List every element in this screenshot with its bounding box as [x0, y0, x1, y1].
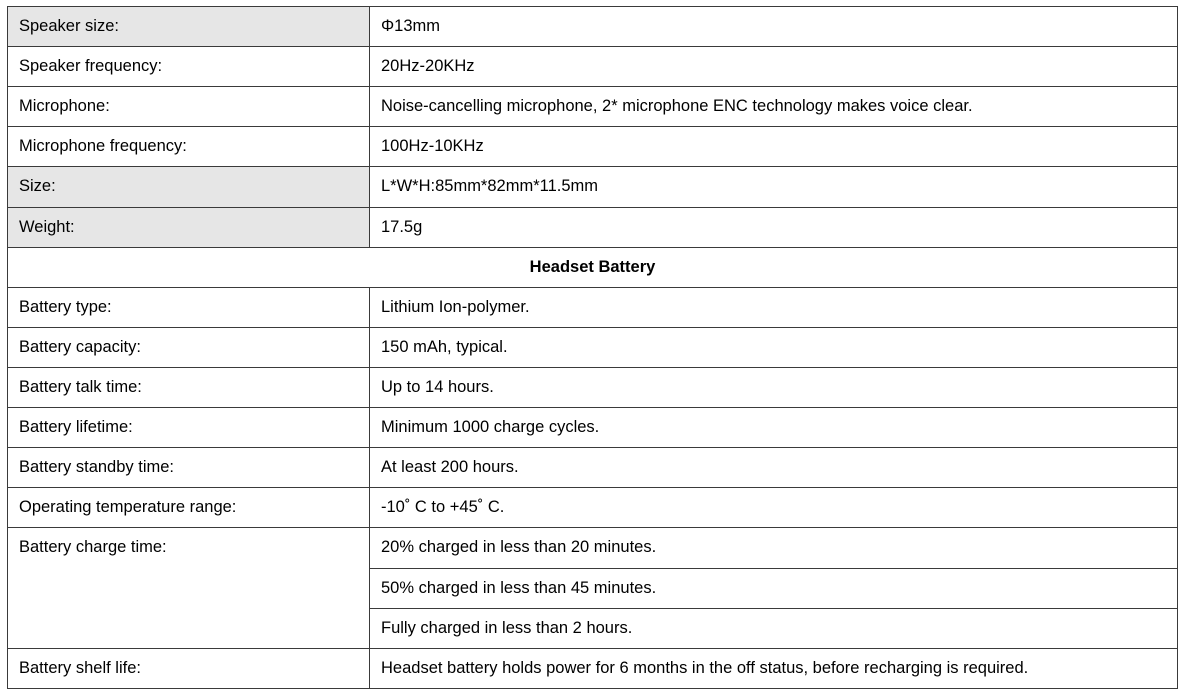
spec-value: Fully charged in less than 2 hours.: [370, 608, 1178, 648]
table-row: [8, 207, 1178, 247]
spec-label: Battery standby time:: [8, 448, 370, 488]
spec-label: Battery capacity:: [8, 327, 370, 367]
table-row: [8, 327, 1178, 367]
spec-label: Battery lifetime:: [8, 408, 370, 448]
spec-value: 20% charged in less than 20 minutes.: [370, 528, 1178, 568]
spec-value: At least 200 hours.: [370, 448, 1178, 488]
spec-label: Battery talk time:: [8, 367, 370, 407]
section-header-row: [8, 247, 1178, 287]
table-row: [8, 367, 1178, 407]
table-row: [8, 488, 1178, 528]
table-row: [8, 87, 1178, 127]
spec-label: Battery charge time:: [8, 528, 370, 648]
spec-label: Size:: [8, 167, 370, 207]
spec-label: Battery shelf life:: [8, 648, 370, 688]
spec-value: Noise-cancelling microphone, 2* microphone ENC technology makes voice clear.: [370, 87, 1178, 127]
spec-value: 50% charged in less than 45 minutes.: [370, 568, 1178, 608]
table-row: [8, 408, 1178, 448]
spec-value: Headset battery holds power for 6 months in the off status, before recharging is required.: [370, 648, 1178, 688]
table-row: [8, 287, 1178, 327]
spec-label: Speaker frequency:: [8, 47, 370, 87]
spec-label: Weight:: [8, 207, 370, 247]
spec-value: -10˚ C to +45˚ C.: [370, 488, 1178, 528]
table-row: [8, 47, 1178, 87]
table-row: [8, 448, 1178, 488]
spec-value: Up to 14 hours.: [370, 367, 1178, 407]
table-row: [8, 127, 1178, 167]
table-row: [8, 648, 1178, 688]
spec-label: Microphone:: [8, 87, 370, 127]
spec-label: Battery type:: [8, 287, 370, 327]
spec-label: Microphone frequency:: [8, 127, 370, 167]
spec-value: 20Hz-20KHz: [370, 47, 1178, 87]
spec-value: Φ13mm: [370, 7, 1178, 47]
spec-value: 17.5g: [370, 207, 1178, 247]
table-row: [8, 7, 1178, 47]
spec-label: Speaker size:: [8, 7, 370, 47]
spec-value: 150 mAh, typical.: [370, 327, 1178, 367]
section-title: Headset Battery: [8, 247, 1178, 287]
spec-value: L*W*H:85mm*82mm*11.5mm: [370, 167, 1178, 207]
spec-label: Operating temperature range:: [8, 488, 370, 528]
table-row: [8, 528, 1178, 568]
spec-value: Minimum 1000 charge cycles.: [370, 408, 1178, 448]
spec-value: Lithium Ion-polymer.: [370, 287, 1178, 327]
table-row: [8, 167, 1178, 207]
spec-table: [7, 6, 1178, 689]
spec-value: 100Hz-10KHz: [370, 127, 1178, 167]
